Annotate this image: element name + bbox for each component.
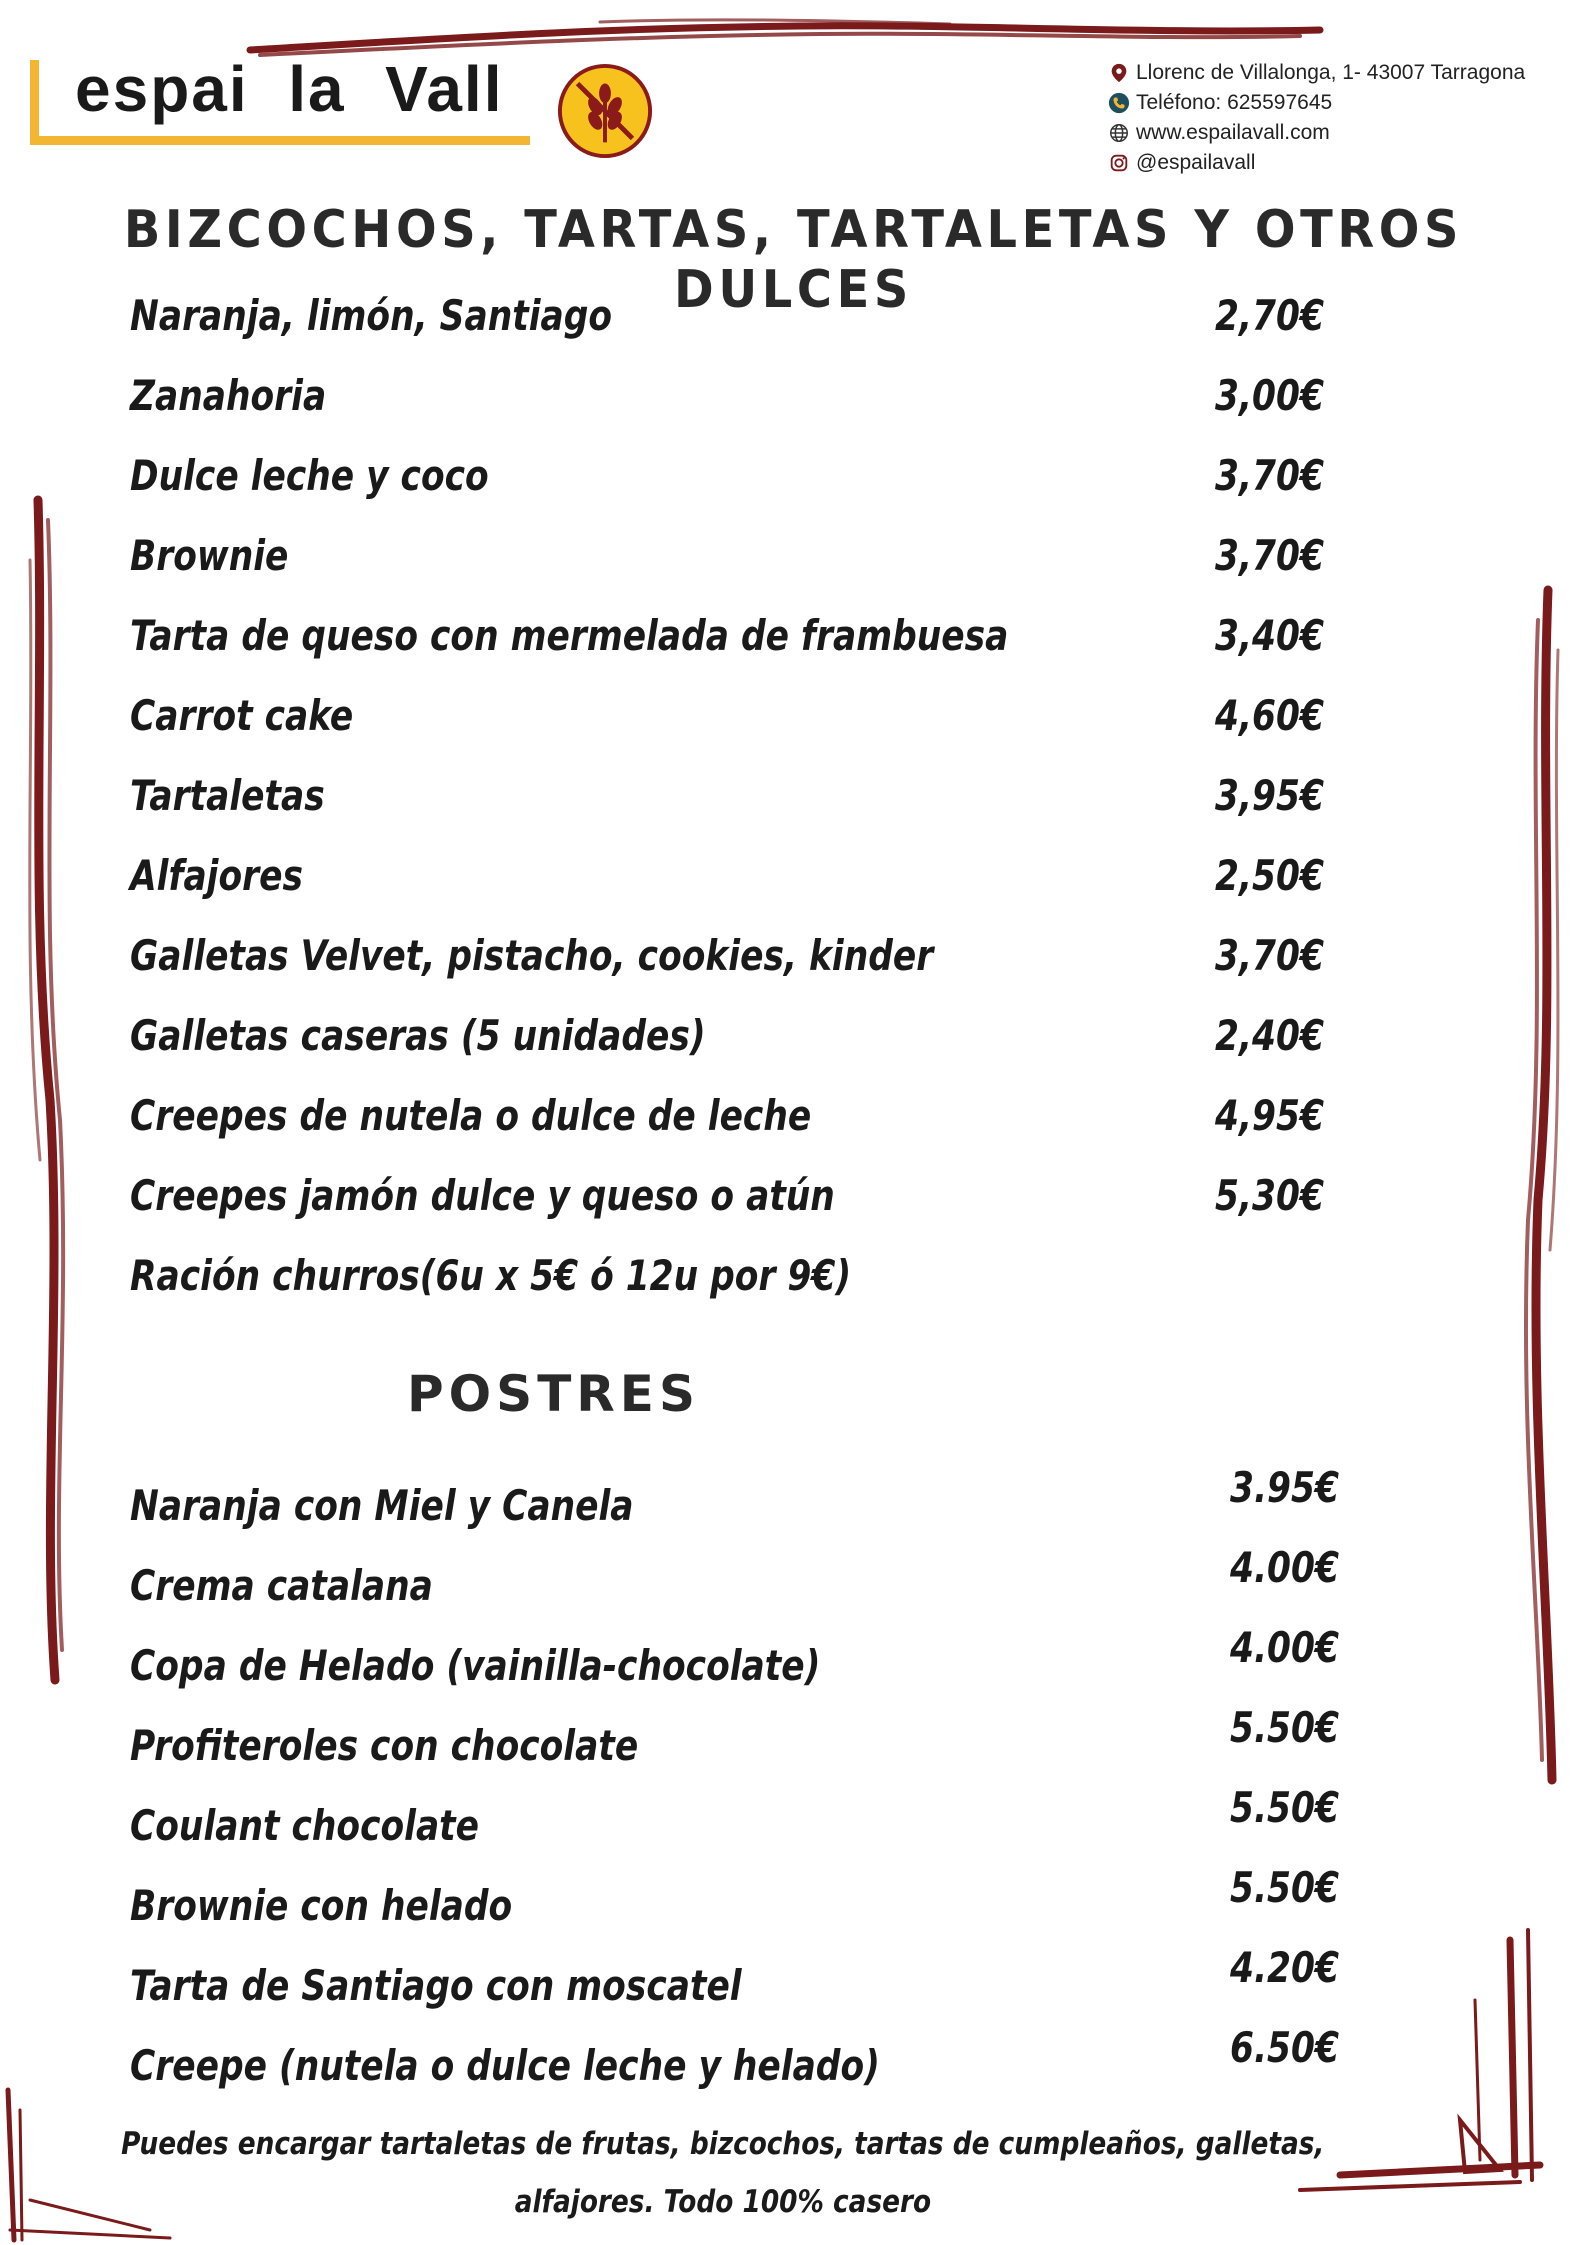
menu-item: [130, 1463, 1350, 1546]
menu-item-name: Galletas caseras (5 unidades): [130, 1011, 706, 1060]
menu-item: [130, 836, 1350, 916]
menu-item-price: 2,50€: [1215, 851, 1324, 900]
location-pin-icon: [1108, 62, 1130, 84]
menu-item-price: 5.50€: [1230, 1863, 1339, 1912]
footer-line-2: alfajores. Todo 100% casero: [514, 2184, 931, 2220]
menu-item: [130, 1703, 1350, 1786]
menu-item: [130, 516, 1350, 596]
gluten-free-badge-icon: [556, 62, 654, 160]
menu-item-name: Tarta de queso con mermelada de frambuesa: [130, 611, 1009, 660]
contact-block: [1108, 58, 1578, 178]
menu-item-name: Creepe (nutela o dulce leche y helado): [130, 2041, 880, 2090]
menu-item-name: Naranja con Miel y Canela: [130, 1481, 634, 1530]
menu-item: [130, 1543, 1350, 1626]
menu-item-price: 5.50€: [1230, 1703, 1339, 1752]
menu-item-name: Brownie con helado: [130, 1881, 513, 1930]
menu-item-name: Copa de Helado (vainilla-chocolate): [130, 1641, 821, 1690]
menu-item-price: 3,00€: [1215, 371, 1324, 420]
menu-item: [130, 2023, 1350, 2106]
contact-phone[interactable]: [1108, 88, 1578, 118]
menu-item-name: Dulce leche y coco: [130, 451, 489, 500]
menu-item-price: 2,70€: [1215, 291, 1324, 340]
menu-item-price: 5.50€: [1230, 1783, 1339, 1832]
instagram-text: @espailavall: [1136, 151, 1256, 174]
menu-item-name: Alfajores: [130, 851, 303, 900]
menu-item-price: 3,70€: [1215, 531, 1324, 580]
menu-item: [130, 596, 1350, 676]
menu-item-name: Galletas Velvet, pistacho, cookies, kinder: [130, 931, 934, 980]
menu-item: [130, 1863, 1350, 1946]
menu-item: [130, 996, 1350, 1076]
section-title-postres: POSTRES: [407, 1365, 700, 1423]
website-text: www.espailavall.com: [1136, 121, 1330, 144]
menu-item: [130, 1236, 1350, 1316]
menu-item-name: Ración churros(6u x 5€ ó 12u por 9€): [130, 1251, 852, 1300]
menu-item: [130, 1076, 1350, 1156]
menu-item: [130, 916, 1350, 996]
footer-note: [0, 2115, 1445, 2231]
menu-item: [130, 356, 1350, 436]
menu-item-name: Coulant chocolate: [130, 1801, 480, 1850]
menu-item-price: 3,40€: [1215, 611, 1324, 660]
menu-item-price: 3,95€: [1215, 771, 1324, 820]
menu-item-name: Crema catalana: [130, 1561, 433, 1610]
menu-item-name: Brownie: [130, 531, 289, 580]
menu-item-price: 2,40€: [1215, 1011, 1324, 1060]
menu-item: [130, 756, 1350, 836]
menu-item: [130, 436, 1350, 516]
menu-item-price: 3,70€: [1215, 931, 1324, 980]
menu-item-name: Profiteroles con chocolate: [130, 1721, 639, 1770]
menu-item: [130, 1943, 1350, 2026]
menu-item: [130, 1156, 1350, 1236]
brand-logo-text: espai la Vall: [75, 53, 504, 125]
menu-item: [130, 276, 1350, 356]
phone-text: Teléfono: 625597645: [1136, 91, 1333, 114]
menu-item-price: 4,60€: [1215, 691, 1324, 740]
menu-list-dulces: [130, 276, 1350, 1316]
menu-item-price: 4.00€: [1230, 1623, 1339, 1672]
menu-item: [130, 1783, 1350, 1866]
menu-item-name: Naranja, limón, Santiago: [130, 291, 613, 340]
menu-item-name: Tarta de Santiago con moscatel: [130, 1961, 742, 2010]
instagram-icon: [1108, 152, 1130, 174]
globe-icon: [1108, 122, 1130, 144]
menu-item-price: 3,70€: [1215, 451, 1324, 500]
address-text: Llorenc de Villalonga, 1- 43007 Tarragona: [1136, 61, 1526, 84]
menu-item-price: 6.50€: [1230, 2023, 1339, 2072]
contact-instagram[interactable]: [1108, 148, 1578, 178]
footer-line-1: Puedes encargar tartaletas de frutas, bizcochos, tartas de cumpleaños, galletas,: [120, 2126, 1325, 2162]
phone-icon: [1108, 92, 1130, 114]
contact-address: [1108, 58, 1578, 88]
menu-list-postres: [130, 1463, 1350, 2106]
menu-item: [130, 1623, 1350, 1706]
menu-item-price: 4.20€: [1230, 1943, 1339, 1992]
menu-item-name: Creepes jamón dulce y queso o atún: [130, 1171, 835, 1220]
contact-website[interactable]: [1108, 118, 1578, 148]
menu-item-name: Zanahoria: [130, 371, 327, 420]
section-title-dulces: BIZCOCHOS, TARTAS, TARTALETAS Y OTROS DULCES: [123, 200, 1464, 320]
menu-item-price: 5,30€: [1215, 1171, 1324, 1220]
menu-item-price: 4,95€: [1215, 1091, 1324, 1140]
menu-item-price: 3.95€: [1230, 1463, 1339, 1512]
menu-item-name: Tartaletas: [130, 771, 325, 820]
menu-item-name: Creepes de nutela o dulce de leche: [130, 1091, 812, 1140]
menu-item-name: Carrot cake: [130, 691, 354, 740]
menu-item-price: 4.00€: [1230, 1543, 1339, 1592]
menu-item: [130, 676, 1350, 756]
